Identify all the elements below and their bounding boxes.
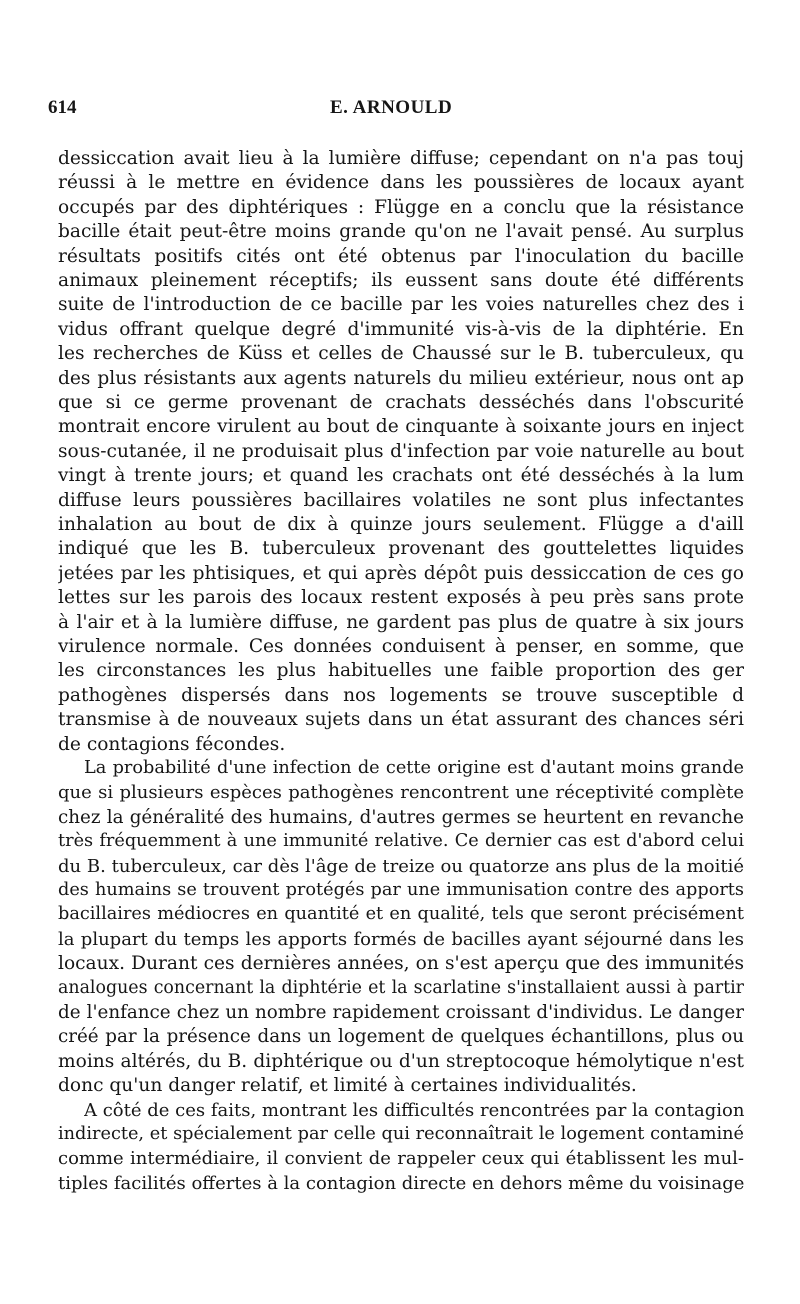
text-line: transmise à de nouveaux sujets dans un état assurant des chances séri <box>58 709 744 731</box>
text-line: lettes sur les parois des locaux restent exposés à peu près sans prote <box>58 587 744 609</box>
text-line: pathogènes dispersés dans nos logements se trouve susceptible d <box>58 684 744 706</box>
text-line: indirecte, et spécialement par celle qui reconnaîtrait le logement contaminé <box>58 1124 744 1144</box>
text-line: du B. tuberculeux, car dès l'âge de treize ou quatorze ans plus de la moitié <box>58 855 744 877</box>
running-head: E. ARNOULD <box>330 97 453 118</box>
text-line: les recherches de Küss et celles de Chaussé sur le B. tuberculeux, qu <box>58 343 744 365</box>
text-line: à l'air et à la lumière diffuse, ne gardent pas plus de quatre à six jours <box>58 611 744 633</box>
text-line: dessiccation avait lieu à la lumière diffuse; cependant on n'a pas touj <box>58 148 744 169</box>
text-line: que si plusieurs espèces pathogènes rencontrent une réceptivité complète <box>58 782 744 804</box>
page-header <box>0 97 800 123</box>
text-line: locaux. Durant ces dernières années, on s'est aperçu que des immunités <box>58 953 744 975</box>
text-line: chez la généralité des humains, d'autres germes se heurtent en revanche <box>58 806 744 828</box>
text-line: comme intermédiaire, il convient de rappeler ceux qui établissent les mul- <box>58 1148 744 1170</box>
text-line: des plus résistants aux agents naturels du milieu extérieur, nous ont ap <box>58 367 744 389</box>
text-line: analogues concernant la diphtérie et la scarlatine s'installaient aussi à partir <box>58 977 744 998</box>
text-line: de l'enfance chez un nombre rapidement croissant d'individus. Le danger <box>58 1002 744 1023</box>
text-line: réussi à le mettre en évidence dans les poussières de locaux ayant <box>58 172 744 194</box>
text-line: A côté de ces faits, montrant les difficultés rencontrées par la contagion <box>84 1099 744 1121</box>
text-line: jetées par les phtisiques, et qui après dépôt puis dessiccation de ces go <box>58 562 744 584</box>
text-line: la plupart du temps les apports formés de bacilles ayant séjourné dans les <box>58 928 744 950</box>
text-line: sous-cutanée, il ne produisait plus d'infection par voie naturelle au bout <box>58 440 744 462</box>
text-line: La probabilité d'une infection de cette origine est d'autant moins grande <box>84 758 744 778</box>
text-line: moins altérés, du B. diphtérique ou d'un streptocoque hémolytique n'est <box>58 1050 744 1072</box>
text-line: les circonstances les plus habituelles une faible proportion des ger <box>58 660 744 682</box>
text-line: créé par la présence dans un logement de quelques échantillons, plus ou <box>58 1026 744 1048</box>
text-line: donc qu'un danger relatif, et limité à certaines individualités. <box>58 1075 637 1097</box>
text-line: tiples facilités offertes à la contagion directe en dehors même du voisinage <box>58 1172 744 1194</box>
text-line: montrait encore virulent au bout de cinquante à soixante jours en inject <box>58 416 744 438</box>
text-line: très fréquemment à une immunité relative. Ce dernier cas est d'abord celui <box>58 831 744 852</box>
text-line: diffuse leurs poussières bacillaires volatiles ne sont plus infectantes <box>58 489 744 511</box>
text-line: animaux pleinement réceptifs; ils eussent sans doute été différents <box>58 270 744 291</box>
text-line: vingt à trente jours; et quand les crachats ont été desséchés à la lum <box>58 465 744 487</box>
text-line: suite de l'introduction de ce bacille par les voies naturelles chez des i <box>58 294 744 316</box>
text-line: inhalation au bout de dix à quinze jours seulement. Flügge a d'aill <box>58 514 744 535</box>
text-line: que si ce germe provenant de crachats desséchés dans l'obscurité <box>58 392 744 413</box>
text-line: indiqué que les B. tuberculeux provenant des gouttelettes liquides <box>58 538 744 560</box>
text-line: de contagions fécondes. <box>58 733 286 755</box>
page-number: 614 <box>48 97 77 118</box>
text-line: résultats positifs cités ont été obtenus par l'inoculation du bacille <box>58 245 744 267</box>
text-line: des humains se trouvent protégés par une immunisation contre des apports <box>58 880 744 900</box>
text-line: virulence normale. Ces données conduisent à penser, en somme, que <box>58 636 744 657</box>
text-line: bacillaires médiocres en quantité et en qualité, tels que seront précisément <box>58 904 744 925</box>
text-line: vidus offrant quelque degré d'immunité vis-à-vis de la diphtérie. En <box>58 318 744 340</box>
text-line: bacille était peut-être moins grande qu'on ne l'avait pensé. Au surplus <box>58 221 744 243</box>
text-line: occupés par des diphtériques : Flügge en a conclu que la résistance <box>58 196 744 218</box>
